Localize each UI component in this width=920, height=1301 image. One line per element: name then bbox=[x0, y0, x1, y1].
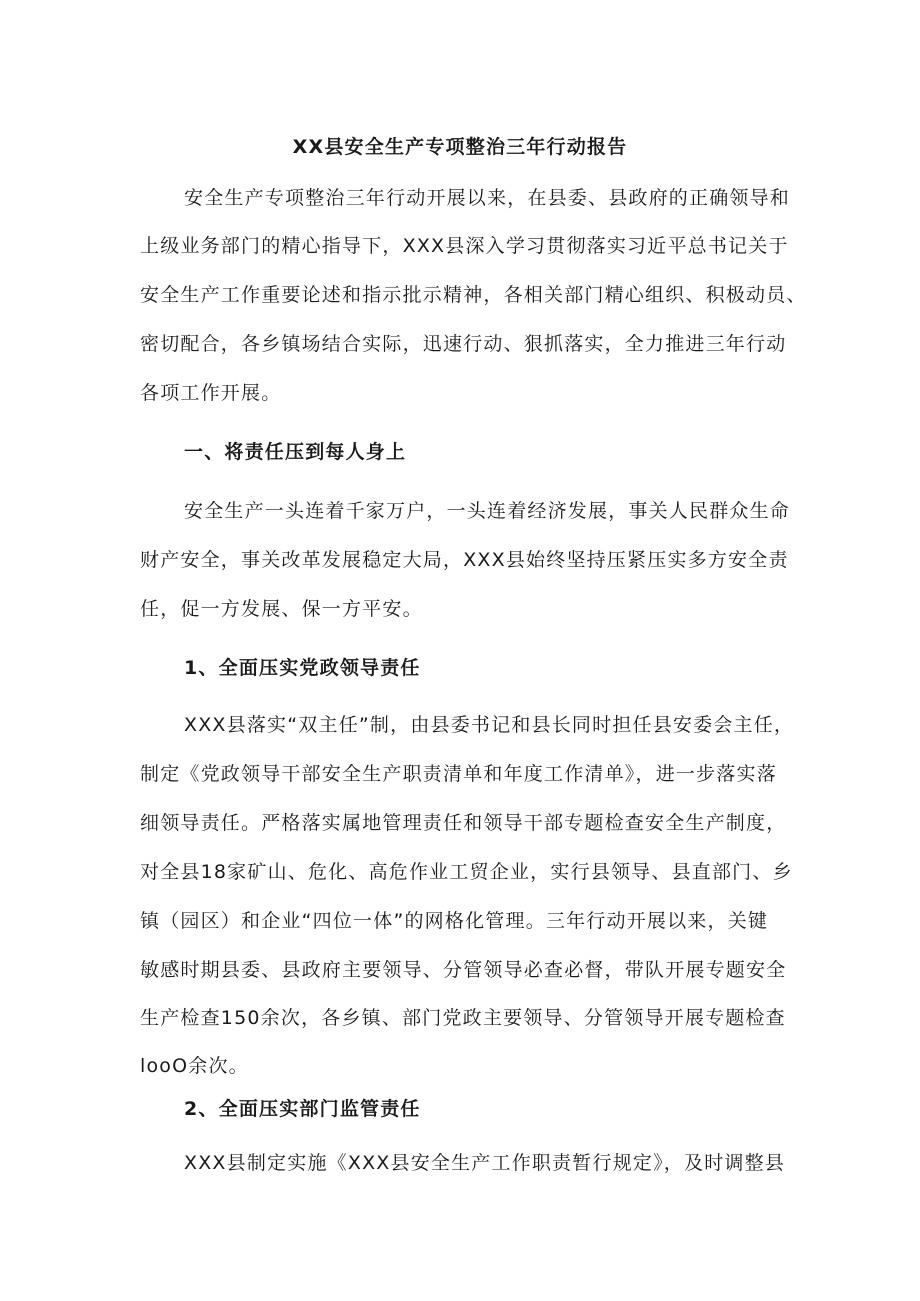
paragraph-line: 敏感时期县委、县政府主要领导、分管领导必查必督，带队开展专题安全 bbox=[140, 959, 787, 981]
paragraph-line: 对全县18家矿山、危化、高危作业工贸企业，实行县领导、县直部门、乡 bbox=[140, 861, 793, 883]
paragraph-line: XXX县制定实施《XXX县安全生产工作职责暂行规定》，及时调整县 bbox=[184, 1152, 785, 1174]
paragraph-line: 镇（园区）和企业“四位一体”的网格化管理。三年行动开展以来，关键 bbox=[140, 910, 769, 932]
paragraph-line: 任，促一方发展、保一方平安。 bbox=[140, 598, 423, 620]
paragraph-line: 安全生产一头连着千家万户，一头连着经济发展，事关人民群众生命 bbox=[184, 500, 791, 522]
paragraph-line: XXX县落实“双主任”制，由县委书记和县长同时担任县安委会主任， bbox=[184, 714, 795, 736]
paragraph-line: 安全生产工作重要论述和指示批示精神，各相关部门精心组织、积极动员、 bbox=[140, 284, 807, 306]
paragraph-line: 上级业务部门的精心指导下，XXX县深入学习贯彻落实习近平总书记关于 bbox=[140, 235, 789, 257]
paragraph-line: 密切配合，各乡镇场结合实际，迅速行动、狠抓落实，全力推进三年行动 bbox=[140, 333, 787, 355]
paragraph-line: 制定《党政领导干部安全生产职责清单和年度工作清单》，进一步落实落 bbox=[140, 763, 777, 785]
subsection-heading: 1、全面压实党政领导责任 bbox=[184, 657, 421, 679]
subsection-heading: 2、全面压实部门监管责任 bbox=[184, 1098, 421, 1120]
paragraph-line: 各项工作开展。 bbox=[140, 382, 282, 404]
document-title: XX县安全生产专项整治三年行动报告 bbox=[292, 136, 628, 158]
section-heading: 一、将责任压到每人身上 bbox=[184, 441, 407, 463]
paragraph-line: 财产安全，事关改革发展稳定大局，XXX县始终坚持压紧压实多方安全责 bbox=[140, 549, 789, 571]
paragraph-line: 细领导责任。严格落实属地管理责任和领导干部专题检查安全生产制度， bbox=[140, 812, 787, 834]
paragraph-line: looO余次。 bbox=[140, 1055, 249, 1077]
paragraph-line: 生产检查150余次，各乡镇、部门党政主要领导、分管领导开展专题检查 bbox=[140, 1007, 786, 1029]
paragraph-line: 安全生产专项整治三年行动开展以来，在县委、县政府的正确领导和 bbox=[184, 187, 791, 209]
